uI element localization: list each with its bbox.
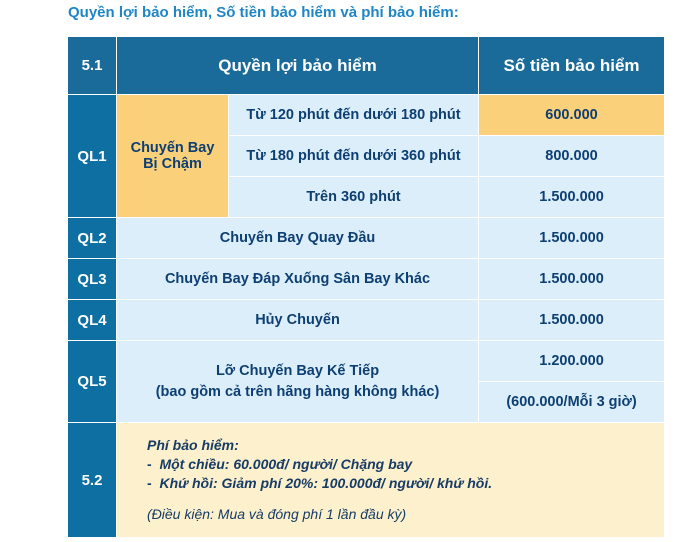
- ql4-amount: 1.500.000: [479, 300, 665, 341]
- premium-heading: Phí bảo hiểm:: [147, 437, 239, 453]
- ql1-tier-3-label: Trên 360 phút: [229, 177, 479, 218]
- ql5-name-line2: (bao gồm cả trên hãng hàng không khác): [155, 383, 440, 400]
- premium-one-way: [147, 455, 664, 474]
- ql4-code: QL4: [68, 300, 117, 341]
- header-sum: Số tiền bảo hiểm: [479, 37, 665, 95]
- ql1-tier-3-amount: 1.500.000: [479, 177, 665, 218]
- ql1-name: [117, 95, 229, 218]
- premium-condition: (Điều kiện: Mua và đóng phí 1 lần đầu kỳ): [147, 506, 407, 522]
- ql5-amount: 1.200.000: [479, 341, 665, 382]
- section-title: Quyền lợi bảo hiểm, Số tiền bảo hiểm và phí bảo hiểm:: [68, 4, 459, 21]
- table-row: [68, 95, 665, 136]
- header-code: 5.1: [68, 37, 117, 95]
- ql5-code: QL5: [68, 341, 117, 423]
- ql2-name: Chuyến Bay Quay Đầu: [117, 218, 479, 259]
- header-benefit: Quyền lợi bảo hiểm: [117, 37, 479, 95]
- ql5-amount-note: (600.000/Mỗi 3 giờ): [479, 382, 665, 423]
- ql1-tier-2-amount: 800.000: [479, 136, 665, 177]
- ql1-tier-2-label: Từ 180 phút đến dưới 360 phút: [229, 136, 479, 177]
- ql1-name-line1: Chuyến Bay: [130, 140, 215, 156]
- premium-code: 5.2: [68, 423, 117, 538]
- ql5-name: [117, 341, 479, 423]
- ql4-name: Hủy Chuyến: [117, 300, 479, 341]
- bullet-marker: -: [147, 475, 152, 491]
- premium-one-way-text: Một chiều: 60.000đ/ người/ Chặng bay: [159, 456, 413, 472]
- benefits-table: [67, 36, 665, 538]
- ql5-name-line1: Lỡ Chuyến Bay Kế Tiếp: [215, 362, 380, 379]
- ql2-code: QL2: [68, 218, 117, 259]
- table-row: [68, 300, 665, 341]
- table-row: [68, 259, 665, 300]
- ql3-code: QL3: [68, 259, 117, 300]
- premium-round-trip-text: Khứ hồi: Giảm phí 20%: 100.000đ/ người/ khứ hồi.: [159, 475, 493, 491]
- bullet-marker: -: [147, 456, 152, 472]
- ql1-tier-1-amount: 600.000: [479, 95, 665, 136]
- premium-round-trip: [147, 474, 664, 493]
- ql1-name-line2: Bị Chậm: [143, 156, 202, 172]
- ql2-amount: 1.500.000: [479, 218, 665, 259]
- ql3-amount: 1.500.000: [479, 259, 665, 300]
- ql3-name: Chuyến Bay Đáp Xuống Sân Bay Khác: [117, 259, 479, 300]
- premium-note: [117, 423, 665, 538]
- ql1-tier-1-label: Từ 120 phút đến dưới 180 phút: [229, 95, 479, 136]
- ql1-code: QL1: [68, 95, 117, 218]
- table-row: [68, 341, 665, 382]
- table-row: [68, 423, 665, 538]
- table-row: [68, 218, 665, 259]
